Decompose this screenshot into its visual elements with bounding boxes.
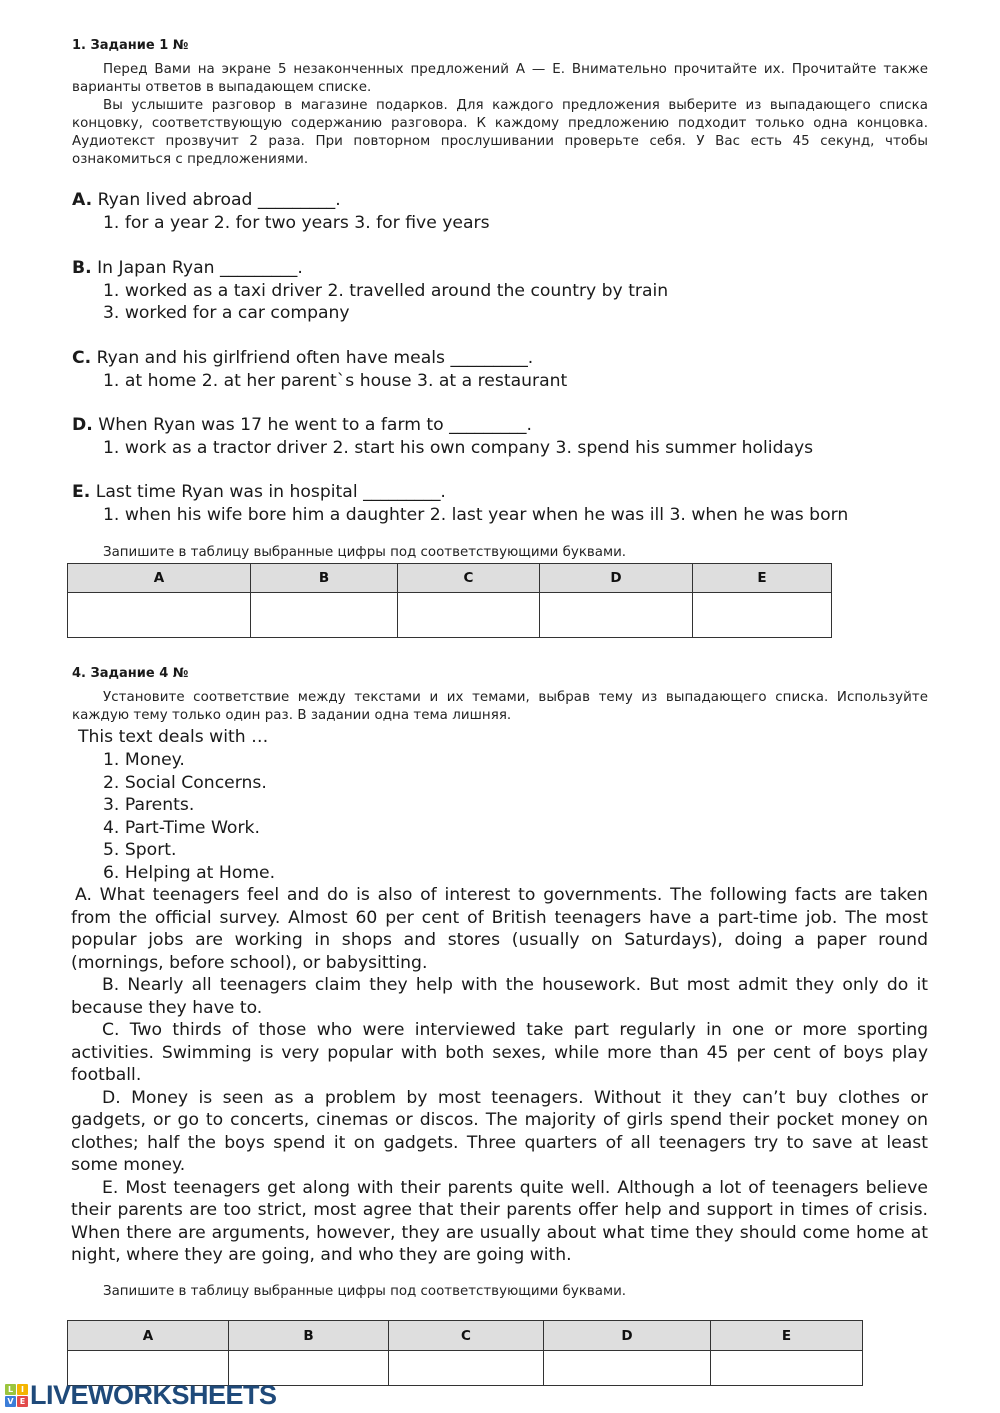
question-letter: E.: [72, 482, 91, 502]
question-stem: In Japan Ryan _________.: [97, 258, 303, 278]
question-b: [72, 257, 668, 325]
column-header-e: E: [693, 564, 832, 593]
logo-tile: V: [5, 1396, 16, 1407]
task4-instructions: [72, 689, 928, 725]
topic-list: [103, 749, 275, 884]
question-stem: Last time Ryan was in hospital _________.: [95, 482, 446, 502]
text-e: E. Most teenagers get along with their parents quite well. Although a lot of teenagers believe their parents are too strict, most agree that their parents offer help and support in times of crisis. When there are arguments, however, they are usually about what time they should come home at night, where they are going, and who they are going with.: [71, 1177, 928, 1265]
column-header-b: B: [251, 564, 398, 593]
question-options: 1. at home 2. at her parent`s house 3. at a restaurant: [103, 370, 568, 391]
text-c: C. Two thirds of those who were interviewed take part regularly in one or more sporting activities. Swimming is very popular with both sexes, while more than 45 per cent of boys play football.: [71, 1020, 928, 1085]
question-d: [72, 414, 813, 459]
question-a: [72, 189, 490, 234]
question-letter: A.: [72, 190, 93, 210]
task4-lead: This text deals with …: [78, 727, 269, 747]
task4-table-note: Запишите в таблицу выбранные цифры под соответствующими буквами.: [103, 1284, 627, 1299]
logo-text: LIVEWORKSHEETS: [30, 1379, 277, 1410]
answer-cell-e[interactable]: [711, 1351, 863, 1386]
text-a: A. What teenagers feel and do is also of interest to governments. The following facts are taken from the official survey. Almost 60 per cent of British teenagers have a part-time job. The most popular jobs are working in shops and stores (usually on Saturdays), doing a paper round (mornings, before school), or babysitting.: [71, 885, 928, 973]
question-options: 1. for a year 2. for two years 3. for five years: [103, 212, 490, 233]
topic-item: 2. Social Concerns.: [103, 772, 267, 793]
answer-cell-c[interactable]: [389, 1351, 544, 1386]
answer-cell-d[interactable]: [544, 1351, 711, 1386]
text-b: B. Nearly all teenagers claim they help with the housework. But most admit they only do it because they have to.: [71, 975, 928, 1018]
question-letter: B.: [72, 258, 92, 278]
task4-texts: [71, 884, 928, 1267]
question-stem: Ryan and his girlfriend often have meals _________.: [96, 348, 534, 368]
column-header-d: D: [540, 564, 693, 593]
column-header-e: E: [711, 1321, 863, 1351]
answer-cell-e[interactable]: [693, 593, 832, 638]
question-stem: Ryan lived abroad _________.: [97, 190, 341, 210]
liveworksheets-logo[interactable]: [5, 1381, 277, 1409]
column-header-c: C: [389, 1321, 544, 1351]
question-options: 1. work as a tractor driver 2. start his own company 3. spend his summer holidays: [103, 437, 814, 458]
question-options: 3. worked for a car company: [103, 303, 350, 323]
task4-title: 4. Задание 4 №: [72, 666, 189, 681]
logo-tile: E: [17, 1396, 28, 1407]
question-options: 1. when his wife bore him a daughter 2. last year when he was ill 3. when he was born: [103, 504, 849, 525]
task1-table-note: Запишите в таблицу выбранные цифры под соответствующими буквами.: [103, 545, 627, 560]
task1-title: 1. Задание 1 №: [72, 38, 189, 53]
topic-item: 6. Helping at Home.: [103, 862, 276, 883]
question-c: [72, 347, 567, 392]
topic-item: 1. Money.: [103, 750, 185, 770]
task4-instruction-text: Установите соответствие между текстами и их темами, выбрав тему из выпадающего списка. Используйте каждую тему только один раз. В задании одна тема лишняя.: [72, 690, 928, 723]
column-header-c: C: [398, 564, 540, 593]
column-header-d: D: [544, 1321, 711, 1351]
answer-cell-c[interactable]: [398, 593, 540, 638]
answer-cell-d[interactable]: [540, 593, 693, 638]
question-e: [72, 481, 848, 526]
topic-item: 5. Sport.: [103, 840, 177, 860]
task1-instruction-2: Вы услышите разговор в магазине подарков. Для каждого предложения выберите из выпадающего списка концовку, соответствующую содержанию разговора. К каждому предложению подходит только одна концовка. Аудиотекст прозвучит 2 раза. При повторном прослушивании проверьте себя. У Вас есть 45 секунд, чтобы ознакомиться с предложениями.: [72, 98, 928, 167]
task1-answer-table: [67, 563, 832, 638]
question-letter: C.: [72, 348, 92, 368]
column-header-b: B: [229, 1321, 389, 1351]
question-options: 1. worked as a taxi driver 2. travelled around the country by train: [103, 280, 669, 301]
task1-instruction-1: Перед Вами на экране 5 незаконченных предложений А — Е. Внимательно прочитайте их. Прочитайте также варианты ответов в выпадающем списке.: [72, 62, 928, 95]
text-d: D. Money is seen as a problem by most teenagers. Without it they can’t buy clothes or gadgets, or go to concerts, cinemas or discos. The majority of girls spend their pocket money on clothes; half the boys spend it on gadgets. Three quarters of all teenagers try to save at least some money.: [71, 1087, 928, 1175]
column-header-a: A: [68, 1321, 229, 1351]
question-letter: D.: [72, 415, 93, 435]
logo-tile: L: [5, 1384, 16, 1395]
logo-tiles-icon: [5, 1384, 28, 1407]
question-stem: When Ryan was 17 he went to a farm to _________.: [98, 415, 532, 435]
task4-answer-table: [67, 1320, 863, 1386]
task1-instructions: [72, 61, 928, 169]
topic-item: 3. Parents.: [103, 795, 195, 815]
column-header-a: A: [68, 564, 251, 593]
answer-cell-a[interactable]: [68, 593, 251, 638]
logo-tile: I: [17, 1384, 28, 1395]
answer-cell-b[interactable]: [251, 593, 398, 638]
topic-item: 4. Part-Time Work.: [103, 817, 260, 838]
